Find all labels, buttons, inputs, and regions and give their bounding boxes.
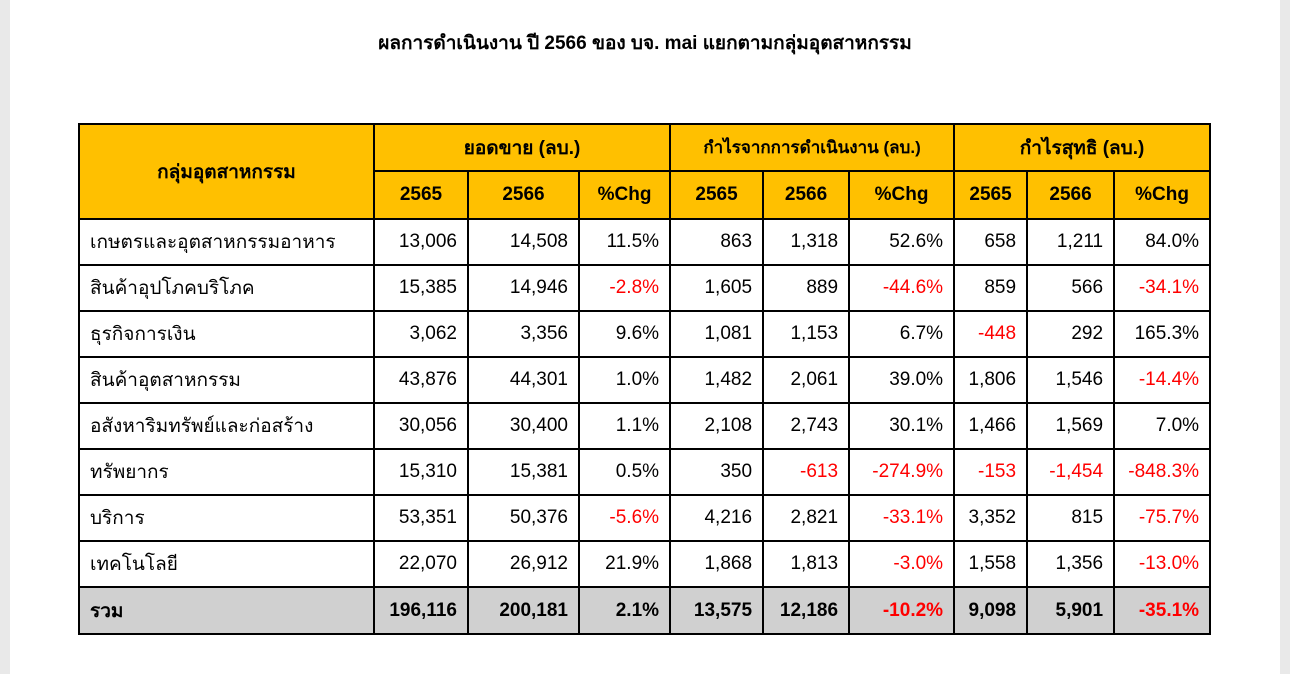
table-cell: 44,301 xyxy=(468,357,579,403)
table-cell: 3,062 xyxy=(374,311,468,357)
document-page xyxy=(10,0,1280,674)
total-cell: 13,575 xyxy=(670,587,763,634)
table-cell: 26,912 xyxy=(468,541,579,587)
table-cell: 14,508 xyxy=(468,219,579,265)
industry-results-table xyxy=(78,123,1211,635)
table-cell: -75.7% xyxy=(1114,495,1210,541)
table-cell: 1,211 xyxy=(1027,219,1114,265)
table-cell: 53,351 xyxy=(374,495,468,541)
table-cell: 1,356 xyxy=(1027,541,1114,587)
sub-header: 2566 xyxy=(1027,171,1114,219)
table-cell: 292 xyxy=(1027,311,1114,357)
table-row xyxy=(79,265,1210,311)
table-cell: 52.6% xyxy=(849,219,954,265)
total-cell: -10.2% xyxy=(849,587,954,634)
table-row xyxy=(79,357,1210,403)
table-cell: 11.5% xyxy=(579,219,670,265)
industry-name: อสังหาริมทรัพย์และก่อสร้าง xyxy=(79,403,374,449)
table-cell: 165.3% xyxy=(1114,311,1210,357)
table-row xyxy=(79,495,1210,541)
sub-header: %Chg xyxy=(579,171,670,219)
industry-name: สินค้าอุปโภคบริโภค xyxy=(79,265,374,311)
table-cell: 30,056 xyxy=(374,403,468,449)
table-cell: 863 xyxy=(670,219,763,265)
sales-header: ยอดขาย (ลบ.) xyxy=(374,124,670,171)
table-cell: 859 xyxy=(954,265,1027,311)
page-title: ผลการดำเนินงาน ปี 2566 ของ บจ. mai แยกตามกลุ่มอุตสาหกรรม xyxy=(378,33,912,54)
table-cell: 566 xyxy=(1027,265,1114,311)
table-cell: 15,310 xyxy=(374,449,468,495)
total-label: รวม xyxy=(79,587,374,634)
table-cell: -5.6% xyxy=(579,495,670,541)
table-cell: 1,081 xyxy=(670,311,763,357)
table-cell: 1,868 xyxy=(670,541,763,587)
table-cell: -1,454 xyxy=(1027,449,1114,495)
table-cell: 3,356 xyxy=(468,311,579,357)
sub-header: %Chg xyxy=(849,171,954,219)
table-cell: 6.7% xyxy=(849,311,954,357)
header-row-1 xyxy=(79,124,1210,171)
table-cell: 1,813 xyxy=(763,541,849,587)
total-cell: 196,116 xyxy=(374,587,468,634)
total-cell: 2.1% xyxy=(579,587,670,634)
table-cell: 1,546 xyxy=(1027,357,1114,403)
table-cell: 2,743 xyxy=(763,403,849,449)
total-cell: 5,901 xyxy=(1027,587,1114,634)
table-cell: 1,482 xyxy=(670,357,763,403)
table-cell: 889 xyxy=(763,265,849,311)
industry-group-header: กลุ่มอุตสาหกรรม xyxy=(79,124,374,219)
table-cell: 1,466 xyxy=(954,403,1027,449)
sub-header: %Chg xyxy=(1114,171,1210,219)
table-row xyxy=(79,219,1210,265)
table-cell: 1.1% xyxy=(579,403,670,449)
table-cell: 3,352 xyxy=(954,495,1027,541)
sub-header: 2565 xyxy=(670,171,763,219)
table-cell: 9.6% xyxy=(579,311,670,357)
operating-profit-header: กำไรจากการดำเนินงาน (ลบ.) xyxy=(670,124,954,171)
table-cell: 22,070 xyxy=(374,541,468,587)
table-cell: 1,558 xyxy=(954,541,1027,587)
table-cell: 815 xyxy=(1027,495,1114,541)
table-cell: 4,216 xyxy=(670,495,763,541)
table-cell: 0.5% xyxy=(579,449,670,495)
table-cell: 39.0% xyxy=(849,357,954,403)
industry-name: เกษตรและอุตสาหกรรมอาหาร xyxy=(79,219,374,265)
table-row xyxy=(79,541,1210,587)
sub-header: 2566 xyxy=(763,171,849,219)
table-cell: -448 xyxy=(954,311,1027,357)
table-cell: 7.0% xyxy=(1114,403,1210,449)
total-cell: 200,181 xyxy=(468,587,579,634)
table-cell: 43,876 xyxy=(374,357,468,403)
table-cell: 14,946 xyxy=(468,265,579,311)
industry-name: เทคโนโลยี xyxy=(79,541,374,587)
table-cell: -13.0% xyxy=(1114,541,1210,587)
table-cell: 1,569 xyxy=(1027,403,1114,449)
table-cell: -14.4% xyxy=(1114,357,1210,403)
table-row xyxy=(79,311,1210,357)
total-cell: 12,186 xyxy=(763,587,849,634)
table-row xyxy=(79,403,1210,449)
table-cell: 13,006 xyxy=(374,219,468,265)
industry-name: ทรัพยากร xyxy=(79,449,374,495)
table-cell: 1,605 xyxy=(670,265,763,311)
table-cell: -44.6% xyxy=(849,265,954,311)
table-cell: 2,061 xyxy=(763,357,849,403)
table-cell: 15,385 xyxy=(374,265,468,311)
table-cell: -613 xyxy=(763,449,849,495)
sub-header: 2565 xyxy=(954,171,1027,219)
table-cell: 30.1% xyxy=(849,403,954,449)
table-cell: 658 xyxy=(954,219,1027,265)
industry-name: สินค้าอุตสาหกรรม xyxy=(79,357,374,403)
table-cell: 15,381 xyxy=(468,449,579,495)
net-profit-header: กำไรสุทธิ (ลบ.) xyxy=(954,124,1210,171)
table-cell: 2,821 xyxy=(763,495,849,541)
table-cell: -33.1% xyxy=(849,495,954,541)
table-cell: 1,153 xyxy=(763,311,849,357)
table-cell: -2.8% xyxy=(579,265,670,311)
table-row xyxy=(79,449,1210,495)
table-cell: 350 xyxy=(670,449,763,495)
table-cell: 50,376 xyxy=(468,495,579,541)
sub-header: 2566 xyxy=(468,171,579,219)
sub-header: 2565 xyxy=(374,171,468,219)
table-cell: -153 xyxy=(954,449,1027,495)
table-cell: -274.9% xyxy=(849,449,954,495)
table-cell: 30,400 xyxy=(468,403,579,449)
total-cell: 9,098 xyxy=(954,587,1027,634)
table-cell: -3.0% xyxy=(849,541,954,587)
table-cell: 84.0% xyxy=(1114,219,1210,265)
total-cell: -35.1% xyxy=(1114,587,1210,634)
table-cell: 21.9% xyxy=(579,541,670,587)
table-cell: -34.1% xyxy=(1114,265,1210,311)
industry-name: บริการ xyxy=(79,495,374,541)
table-cell: 1,318 xyxy=(763,219,849,265)
industry-name: ธุรกิจการเงิน xyxy=(79,311,374,357)
table-cell: 1.0% xyxy=(579,357,670,403)
total-row xyxy=(79,587,1210,634)
table-cell: -848.3% xyxy=(1114,449,1210,495)
table-cell: 1,806 xyxy=(954,357,1027,403)
table-cell: 2,108 xyxy=(670,403,763,449)
